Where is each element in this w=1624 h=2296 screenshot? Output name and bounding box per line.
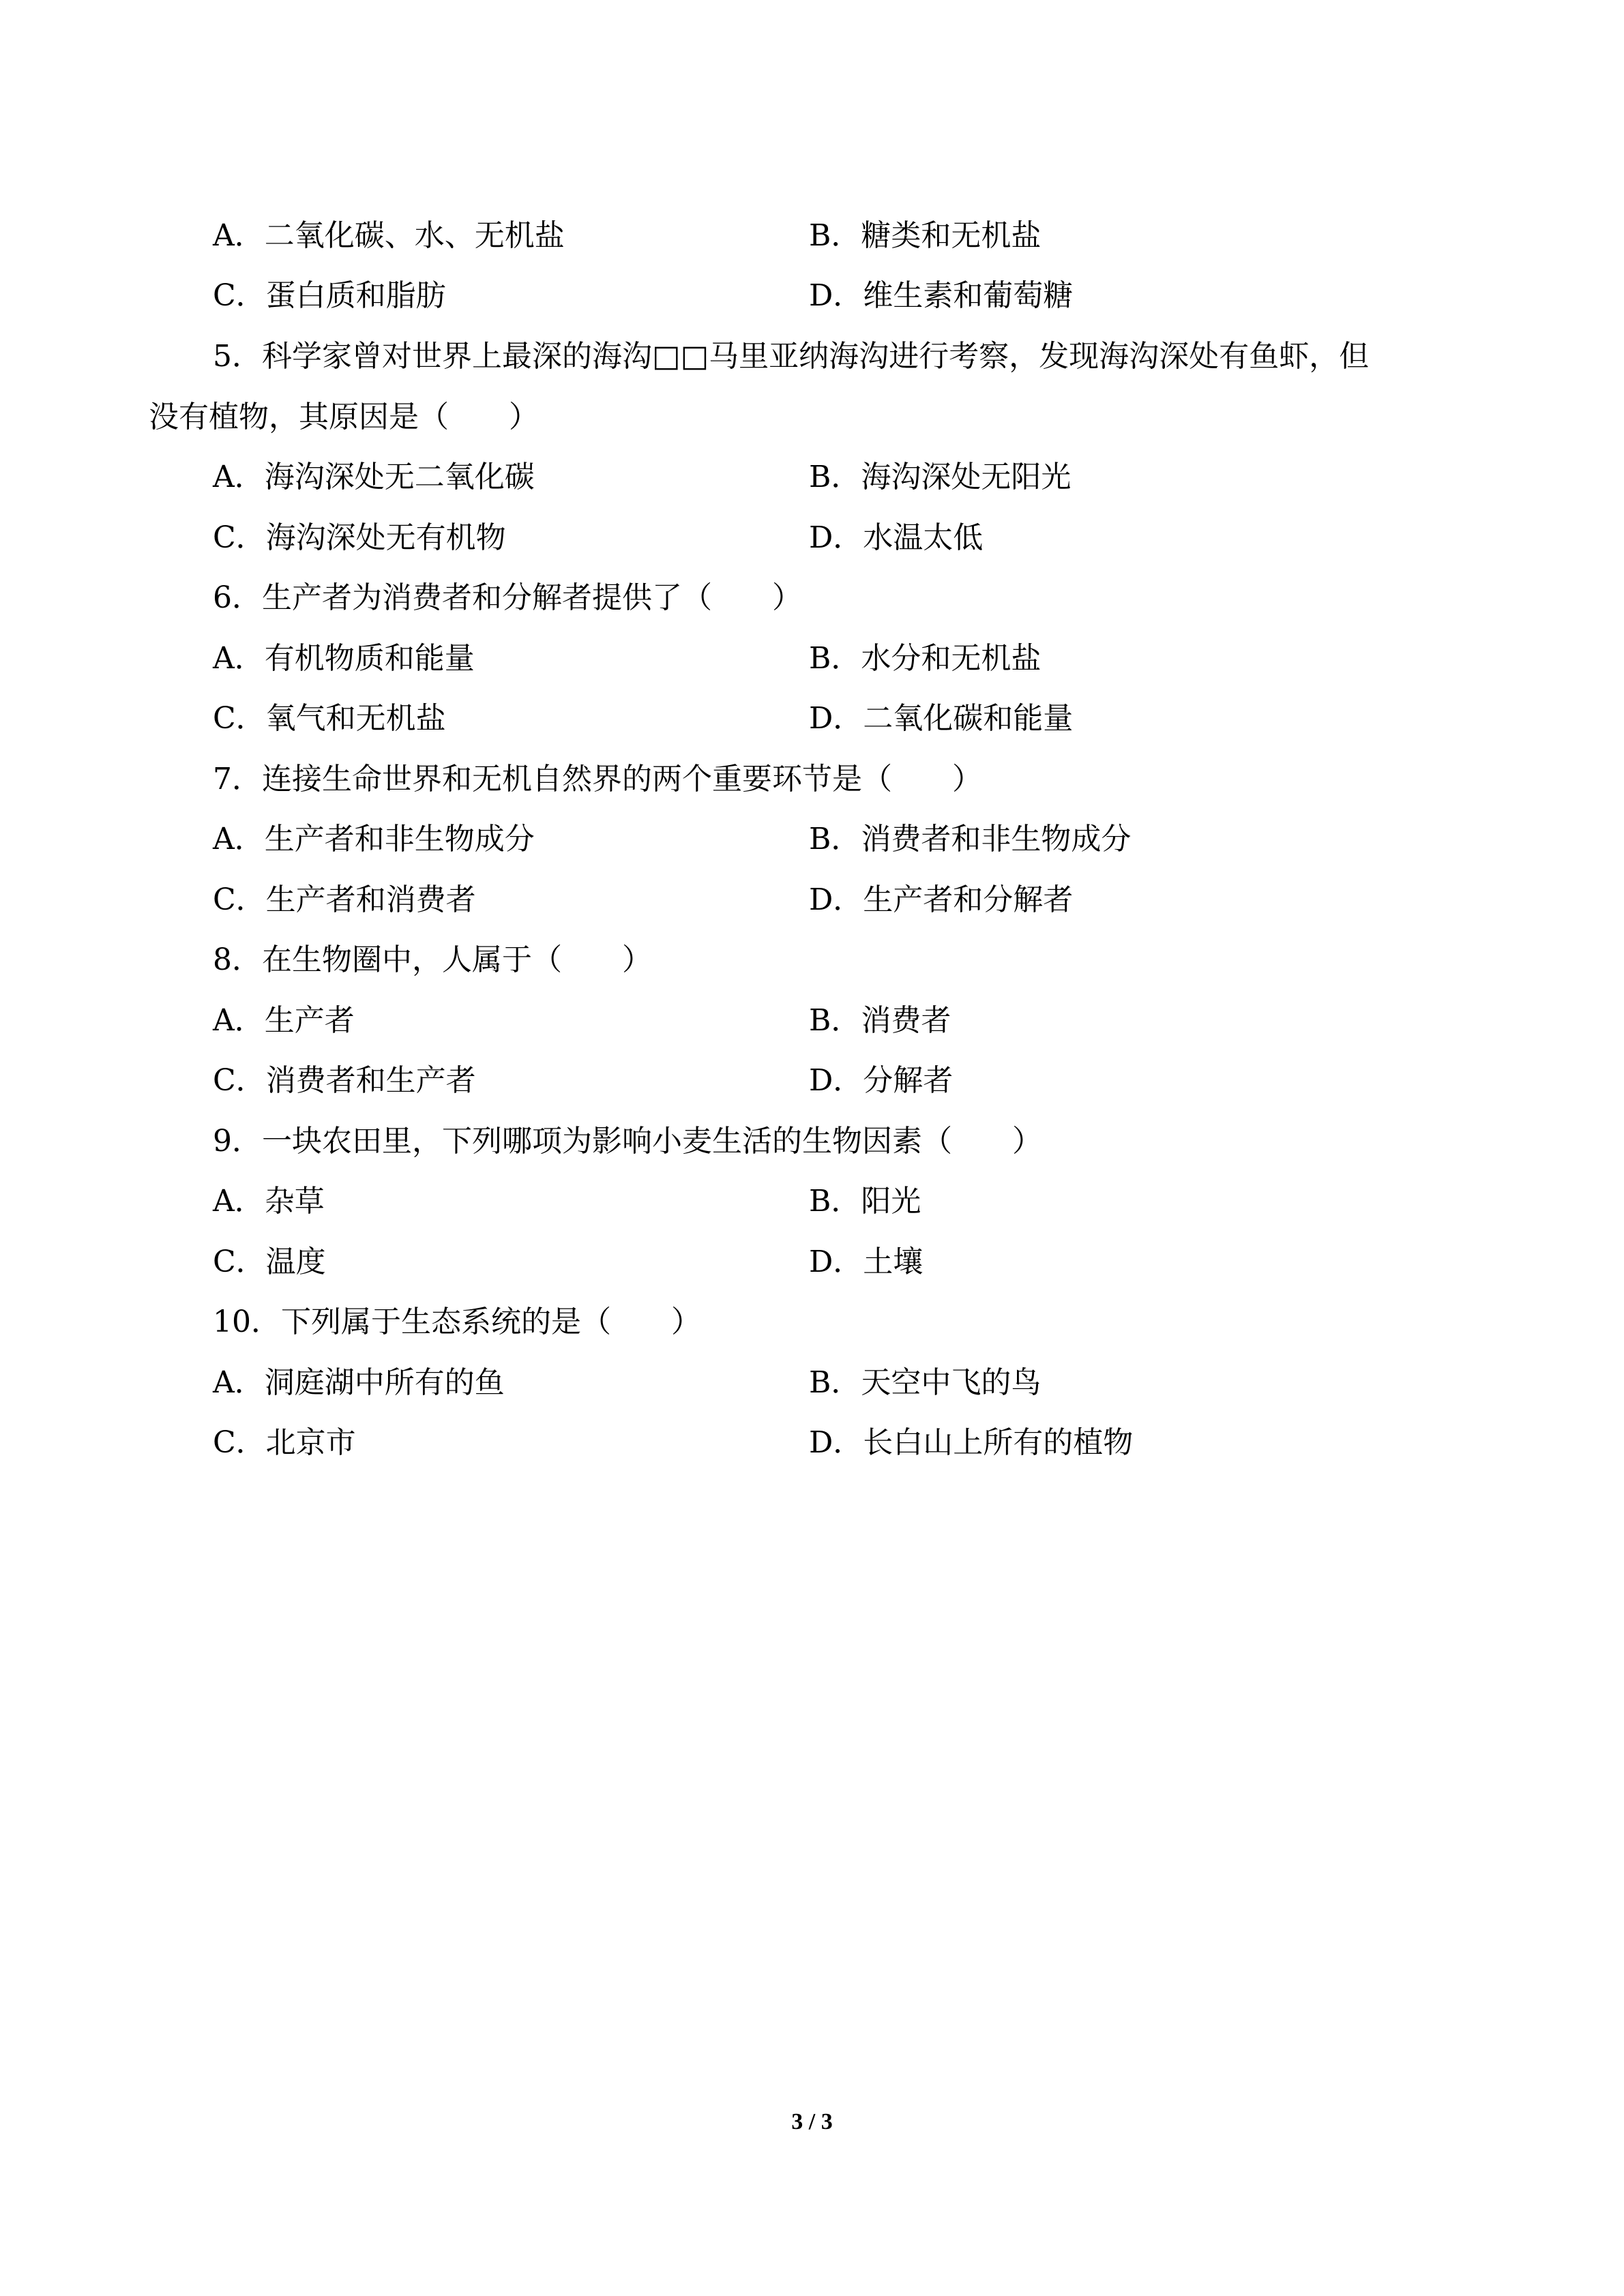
q5-option-d: D．水温太低 — [809, 520, 984, 555]
q10-option-c: C．北京市 — [213, 1425, 356, 1460]
q4-option-c: C．蛋白质和脂肪 — [213, 278, 446, 313]
q5-stem-line-2: 没有植物，其原因是（ ） — [149, 400, 539, 434]
q8-option-d: D．分解者 — [809, 1063, 954, 1098]
q7-option-c: C．生产者和消费者 — [213, 882, 476, 917]
q7-option-b: B．消费者和非生物成分 — [809, 822, 1132, 856]
q9-option-d: D．土壤 — [809, 1244, 924, 1279]
q8-stem: 8．在生物圈中，人属于（ ） — [213, 942, 652, 977]
q5-option-a: A．海沟深处无二氧化碳 — [213, 460, 535, 494]
q5-stem-line-1: 5．科学家曾对世界上最深的海沟□□马里亚纳海沟进行考察，发现海沟深处有鱼虾，但 — [213, 339, 1370, 374]
q10-stem: 10．下列属于生态系统的是（ ） — [213, 1304, 701, 1339]
q10-option-d: D．长白山上所有的植物 — [809, 1425, 1134, 1460]
q6-option-b: B．水分和无机盐 — [809, 641, 1042, 676]
q10-option-b: B．天空中飞的鸟 — [809, 1365, 1042, 1400]
q4-option-b: B．糖类和无机盐 — [809, 218, 1042, 253]
q9-stem: 9．一块农田里，下列哪项为影响小麦生活的生物因素（ ） — [213, 1124, 1042, 1159]
q5-option-c: C．海沟深处无有机物 — [213, 520, 506, 555]
q7-stem: 7．连接生命世界和无机自然界的两个重要环节是（ ） — [213, 762, 982, 796]
q10-option-a: A．洞庭湖中所有的鱼 — [213, 1365, 505, 1400]
q9-option-c: C．温度 — [213, 1244, 326, 1279]
q8-option-b: B．消费者 — [809, 1003, 951, 1038]
q5-option-b: B．海沟深处无阳光 — [809, 460, 1072, 494]
q8-option-c: C．消费者和生产者 — [213, 1063, 476, 1098]
q4-option-a: A．二氧化碳、水、无机盐 — [213, 218, 565, 253]
q6-option-d: D．二氧化碳和能量 — [809, 701, 1074, 736]
page-number: 3 / 3 — [791, 2109, 833, 2134]
q6-option-c: C．氧气和无机盐 — [213, 701, 446, 736]
q6-stem: 6．生产者为消费者和分解者提供了（ ） — [213, 580, 802, 615]
q7-option-d: D．生产者和分解者 — [809, 882, 1074, 917]
q6-option-a: A．有机物质和能量 — [213, 641, 475, 676]
q9-option-a: A．杂草 — [213, 1184, 325, 1219]
q9-option-b: B．阳光 — [809, 1184, 921, 1219]
q4-option-d: D．维生素和葡萄糖 — [809, 278, 1074, 313]
q8-option-a: A．生产者 — [213, 1003, 355, 1038]
q7-option-a: A．生产者和非生物成分 — [213, 822, 535, 856]
